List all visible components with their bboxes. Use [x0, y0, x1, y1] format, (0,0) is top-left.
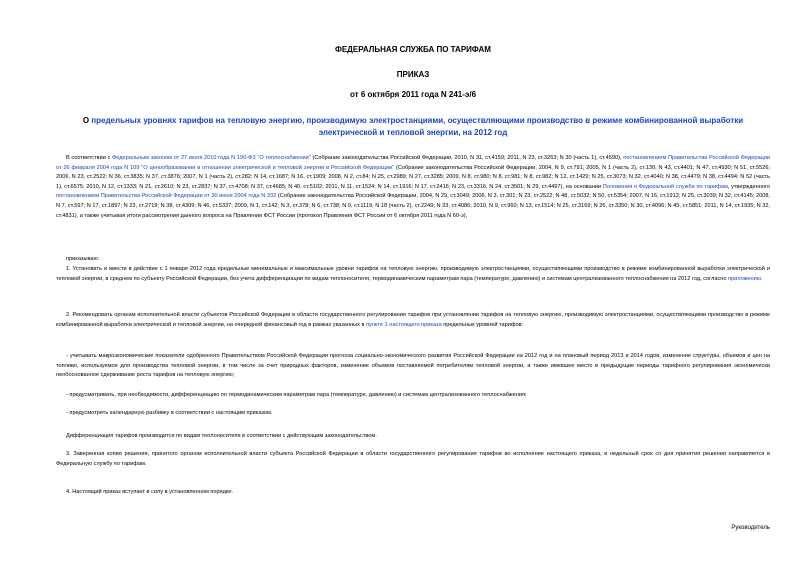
item-1-end: .: [760, 275, 763, 282]
preamble-text-3: (Собрание законодательства Российской Федерации, 2004, N 9, ст.791; 2005, N 1 (часть 2), ст.130; N 43, ст.4401; N 47, ст.4930; N 51, ст.5526; 2006, N 23, ст.2522; N 36, ст.3835; N 37, ст.3876; 2007, N 1 (часть 2), ст.282; N 14, ст.1687; N 16, ст.1909; 2008, N 2, ст.84; N 25, ст.2989; N 27, ст.3285; 2009, N 8, ст.980; N 8, ст.981; N 8, ст.982; N 12, ст.1429; N 25, ст.3073; N 32, ст.4040; N 38, ст.4479; N 38, ст.4494; N 52 (часть 1), ст.6575; 2010, N 12, ст.1333; N 21, ст.2610; N 23, ст.2837; N 37, ст.4708; N 37, ст.4685; N 40, ст.5102; 2011, N 11, ст.1524; N 14, ст.1916; N 17, ст.2416; N 23, ст.3316; N 24, ст.3501; N 29, ст.4497), на основании: [56, 164, 770, 190]
government-resolution-109-link[interactable]: постановлением Правительства Российской Федерации от 26 февраля 2004 года N 109 "О ценообразовании в отношении электрической и тепловой энергии в Российской Федерации": [56, 155, 771, 171]
document-title: [56, 115, 770, 139]
bullet-3: - предусмотреть календарную разбивку в соответствии с настоящим приказом.: [66, 410, 273, 416]
federal-law-link[interactable]: Федеральным законом от 27 июля 2010 года N 190-ФЗ "О теплоснабжении": [112, 155, 311, 161]
item-4: 4. Настоящий приказ вступает в силу в установленном порядке.: [66, 489, 234, 495]
fst-regulation-link[interactable]: Положения о Федеральной службе по тарифам: [602, 183, 728, 190]
order-word: приказываю:: [66, 256, 100, 262]
item-1-text: 1. Установить и ввести в действие с 1 января 2012 года предельные минимальные и максимальные уровни тарифов на тепловую энергию, производимую электростанциями, осуществляющими производство в режиме комбинированной выработки электрической и тепловой энергии, в среднем по субъекту Российской Федерации, без учета дифференциации по видам теплоносителя, термодинамическим параметрам пара (температуре, давлению) и системам централизованного теплоснабжения на 2012 год, согласно: [56, 266, 770, 282]
preamble-text-4: , утвержденного: [727, 183, 770, 190]
document-type-heading: ПРИКАЗ: [396, 70, 430, 79]
preamble-text-5: (Собрание законодательства Российской Федерации, 2004, N 29, ст.3049; 2006, N 3, ст.301; N 23, ст.2522; N 48, ст.5032; N 50, ст.5354; 2007, N 16, ст.1912; N 25, ст.3039; N 32, ст.4145; 2008, N 7, ст.597; N 17, ст.1897; N 23, ст.2719; N 38, ст.4309; N 46, ст.5337; 2009, N 1, ст.142; N 3, ст.378; N 6, ст.738; N 9, ст.1119; N 18 (часть 2), ст.2249; N 33, ст.4086; 2010, N 9, ст.960; N 13, ст.1514; N 25, ст.3169; N 26, ст.3350; N 30, ст.4096; N 45, ст.5851; 2011, N 14, ст.1935; N 32, ст.4831), а также учитывая итоги рассмотрения данного вопроса на Правлении ФСТ России (протокол Правления ФСТ России от 6 октября 2011 года N 60-э),: [56, 193, 770, 219]
item-1-reference-link[interactable]: пункте 1 настоящего приказа: [366, 321, 442, 328]
item-3: 3. Заверенная копия решения, принятого органом исполнительной власти субъекта Российской Федерации в области государственного регулирования тарифов во исполнение настоящего приказа, в недельный срок со дня принятия решения направляется в Федеральную службу по тарифам.: [56, 451, 770, 467]
item-2-text: 2. Рекомендовать органам исполнительной власти субъектов Российской Федерации в области государственного регулирования тарифов при установлении тарифов на тепловую энергию, производимую электростанциями, осуществляющими производство в режиме комбинированной выработки электрической и тепловой энергии, на очередной финансовый год в рамках указанных в: [56, 312, 770, 328]
item-1: [56, 265, 770, 284]
bullet-2: - предусматривать, при необходимости, дифференциацию по термодинамическим параметрам пара (температуре, давлению) и системам централизованного теплоснабжения;: [66, 392, 527, 398]
appendix-link[interactable]: приложению: [728, 275, 761, 282]
preamble-text-2: (Собрание законодательства Российской Федерации, 2010, N 31, ст.4159; 2011, N 23, ст.3263; N 30 (часть 1), ст.4590),: [310, 155, 624, 161]
preamble-paragraph: [56, 154, 770, 221]
agency-heading: ФЕДЕРАЛЬНАЯ СЛУЖБА ПО ТАРИФАМ: [335, 45, 491, 54]
item-2-end: предельных уровней тарифов:: [441, 321, 524, 328]
title-link[interactable]: предельных уровнях тарифов на тепловую энергию, производимую электростанциями, осуществляющими производство в режиме комбинированной выработки электрической и тепловой энергии, на 2012 год: [91, 116, 744, 137]
differentiation-note: Дифференциация тарифов производится по видам теплоносителя в соответствии с действующим законодательством.: [66, 433, 377, 439]
signature-label: Руководитель: [731, 525, 770, 531]
document-date-number: от 6 октября 2011 года N 241-э/6: [349, 90, 477, 99]
government-resolution-332-link[interactable]: постановлением Правительства Российской Федерации от 30 июня 2004 года N 332: [56, 193, 277, 200]
bullet-1: - учитывать макроэкономические показатели одобренного Правительством Российской Федерации прогноза социально-экономического развития Российской Федерации на 2012 год и на плановый период 2013 и 2014 годов, изменение структуры, объемов и цен на топливо, используемое для производства тепловой энергии, в том числе за счет природных факторов, изменение объемов поставляемой потребителям тепловой энергии, а также имевшее место в предыдущие периоды тарифного регулирования экономически необоснованное сдерживание роста тарифов на тепловую энергию;: [56, 353, 770, 379]
title-prefix: О: [82, 116, 92, 125]
preamble-text-1: В соответствии с: [66, 155, 113, 161]
item-2: [56, 311, 770, 330]
